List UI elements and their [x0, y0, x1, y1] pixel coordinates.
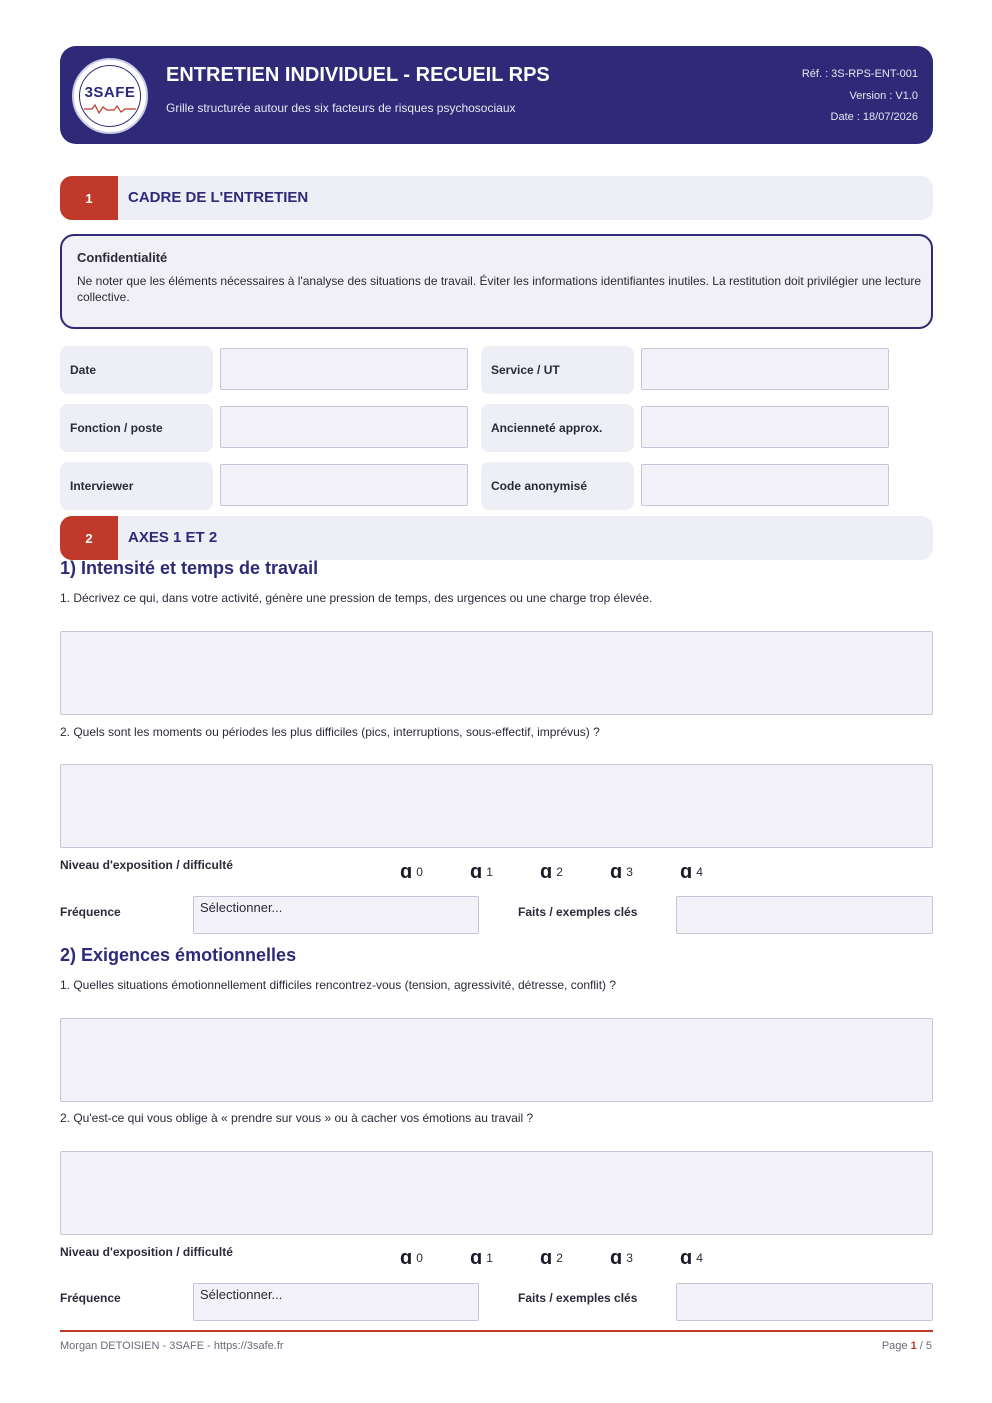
- radio-icon: ɑ: [540, 861, 553, 883]
- axis-2-level-3[interactable]: ɑ 3: [610, 1247, 633, 1269]
- interviewer-label: Interviewer: [60, 462, 213, 510]
- axis-1-question-1: 1. Décrivez ce qui, dans votre activité, génère une pression de temps, des urgences ou une charge trop élevée.: [60, 591, 653, 605]
- radio-icon: ɑ: [400, 861, 413, 883]
- axis-2-answer-1[interactable]: [60, 1018, 933, 1102]
- radio-icon: ɑ: [680, 1247, 693, 1269]
- radio-icon: ɑ: [680, 861, 693, 883]
- axis-2-facts-field[interactable]: [676, 1283, 933, 1321]
- anciennete-field[interactable]: [641, 406, 889, 448]
- axis-1-level-3[interactable]: ɑ 3: [610, 861, 633, 883]
- axis-2-level-4[interactable]: ɑ 4: [680, 1247, 703, 1269]
- axis-1-level-1[interactable]: ɑ 1: [470, 861, 493, 883]
- document-subtitle: Grille structurée autour des six facteurs de risques psychosociaux: [166, 101, 516, 115]
- section-2-number: 2: [60, 516, 118, 560]
- axis-1-level-0[interactable]: ɑ 0: [400, 861, 423, 883]
- section-2-title: AXES 1 ET 2: [128, 529, 218, 546]
- notice-body: Ne noter que les éléments nécessaires à l'analyse des situations de travail. Éviter les informations identifiantes inutiles. La restitution doit privilégier une lecture collective.: [77, 274, 922, 304]
- axis-2-frequency-select[interactable]: Sélectionner...: [193, 1283, 479, 1321]
- axis-2-heading: 2) Exigences émotionnelles: [60, 945, 297, 965]
- version: Version : V1.0: [849, 90, 918, 102]
- radio-icon: ɑ: [610, 861, 623, 883]
- logo-wave-icon: [84, 104, 136, 114]
- axis-1-answer-1[interactable]: [60, 631, 933, 715]
- document-header: [60, 46, 933, 144]
- service-label: Service / UT: [481, 346, 634, 394]
- axis-1-level-label: Niveau d'exposition / difficulté: [60, 858, 233, 872]
- section-1-number: 1: [60, 176, 118, 220]
- fonction-field[interactable]: [220, 406, 468, 448]
- logo-text: 3SAFE: [84, 84, 136, 101]
- interviewer-field[interactable]: [220, 464, 468, 506]
- axis-1-facts-field[interactable]: [676, 896, 933, 934]
- footer-divider: [60, 1330, 933, 1332]
- date-field[interactable]: [220, 348, 468, 390]
- axis-2-frequency-label: Fréquence: [60, 1291, 121, 1305]
- anciennete-label: Ancienneté approx.: [481, 404, 634, 452]
- document-date: Date : 18/07/2026: [830, 111, 918, 123]
- axis-1-answer-2[interactable]: [60, 764, 933, 848]
- axis-2-level-1[interactable]: ɑ 1: [470, 1247, 493, 1269]
- axis-1-level-2[interactable]: ɑ 2: [540, 861, 563, 883]
- axis-1-level-4[interactable]: ɑ 4: [680, 861, 703, 883]
- axis-2-question-1: 1. Quelles situations émotionnellement difficiles rencontrez-vous (tension, agressivité, détresse, conflit) ?: [60, 978, 617, 992]
- section-1-title: CADRE DE L'ENTRETIEN: [128, 189, 309, 206]
- radio-icon: ɑ: [540, 1247, 553, 1269]
- footer-author: Morgan DETOISIEN - 3SAFE - https://3safe.fr: [60, 1340, 284, 1352]
- axis-1-frequency-label: Fréquence: [60, 905, 121, 919]
- document-title: ENTRETIEN INDIVIDUEL - RECUEIL RPS: [166, 64, 550, 86]
- radio-icon: ɑ: [470, 1247, 483, 1269]
- axis-1-frequency-select[interactable]: Sélectionner...: [193, 896, 479, 934]
- radio-icon: ɑ: [470, 861, 483, 883]
- axis-1-heading: 1) Intensité et temps de travail: [60, 558, 319, 578]
- radio-icon: ɑ: [610, 1247, 623, 1269]
- axis-2-answer-2[interactable]: [60, 1151, 933, 1235]
- axis-2-level-label: Niveau d'exposition / difficulté: [60, 1245, 233, 1259]
- page-number: Page 1 / 5: [881, 1340, 932, 1352]
- code-field[interactable]: [641, 464, 889, 506]
- axis-1-question-2: 2. Quels sont les moments ou périodes les plus difficiles (pics, interruptions, sous-effectif, imprévus) ?: [60, 725, 600, 739]
- axis-2-level-2[interactable]: ɑ 2: [540, 1247, 563, 1269]
- axis-2-facts-label: Faits / exemples clés: [518, 1291, 638, 1305]
- service-field[interactable]: [641, 348, 889, 390]
- notice-title: Confidentialité: [77, 250, 168, 265]
- radio-icon: ɑ: [400, 1247, 413, 1269]
- axis-2-level-0[interactable]: ɑ 0: [400, 1247, 423, 1269]
- axis-1-facts-label: Faits / exemples clés: [518, 905, 638, 919]
- date-label: Date: [60, 346, 213, 394]
- reference: Réf. : 3S-RPS-ENT-001: [801, 68, 918, 80]
- code-label: Code anonymisé: [481, 462, 634, 510]
- axis-2-question-2: 2. Qu'est-ce qui vous oblige à « prendre sur vous » ou à cacher vos émotions au travail ?: [60, 1111, 534, 1125]
- fonction-label: Fonction / poste: [60, 404, 213, 452]
